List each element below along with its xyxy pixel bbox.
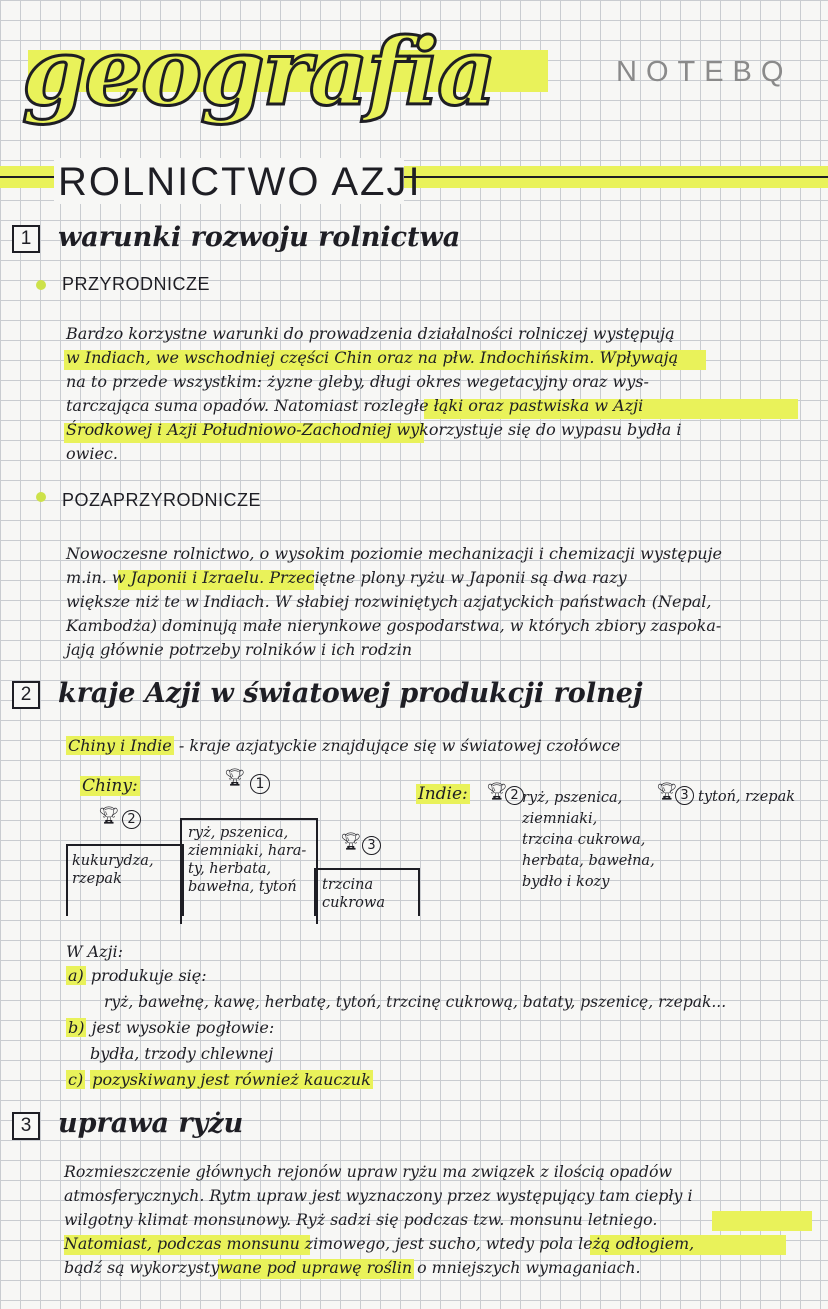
china-place2-items: kukurydza, rzepak <box>72 853 154 887</box>
nonnatural-line: jają głównie potrzeby rolników i ich rodzin <box>66 640 413 659</box>
bullet-natural <box>36 280 46 290</box>
page-title: geografia <box>22 18 495 126</box>
highlight-ciepty <box>712 1211 812 1231</box>
rice-line: Rozmieszczenie głównych rejonów upraw ryżu ma związek z ilością opadów <box>64 1162 672 1181</box>
trophy-icon: 🏆︎ <box>340 832 362 852</box>
nonnatural-line: m.in. w Japonii i Izraelu. Przeciętne plony ryżu w Japonii są dwa razy <box>66 568 627 587</box>
asia-b-items: bydła, trzody chlewnej <box>90 1044 274 1063</box>
bullet-nonnatural <box>36 492 46 502</box>
india-label: Indie: <box>418 784 468 804</box>
rice-line: Natomiast, podczas monsunu zimowego, jest sucho, wtedy pola leżą odłogiem, <box>64 1234 695 1253</box>
china-label: Chiny: <box>82 776 138 796</box>
natural-line: owiec. <box>66 444 118 463</box>
asia-c: c) pozyskiwany jest również kauczuk <box>68 1070 371 1089</box>
brand-logo: NOTEBQ <box>616 56 793 88</box>
nonnatural-line: Kambodża) dominują małe nierynkowe gospodarstwa, w których zbiory zaspoka- <box>66 616 722 635</box>
asia-a: a) produkuje się: <box>68 966 207 985</box>
india-place2-rank: 2 <box>505 786 524 805</box>
natural-heading: PRZYRODNICZE <box>62 274 211 294</box>
rice-line: atmosferycznych. Rytm upraw jest wyznaczony przez występujący tam ciepły i <box>64 1186 693 1205</box>
india-place3-rank: 3 <box>675 786 694 805</box>
section-2-number: 2 <box>12 681 40 709</box>
asia-heading: W Azji: <box>66 942 123 961</box>
natural-paragraph <box>66 322 681 466</box>
trophy-icon: 🏆︎ <box>486 782 508 802</box>
section-1-title: warunki rozwoju rolnictwa <box>58 222 461 253</box>
asia-b: b) jest wysokie pogłowie: <box>68 1018 275 1037</box>
topic-title: ROLNICTWO AZJI <box>58 160 422 204</box>
rice-line: bądź są wykorzystywane pod uprawę roślin o mniejszych wymaganiach. <box>64 1258 641 1277</box>
natural-line: Bardzo korzystne warunki do prowadzenia działalności rolniczej występują <box>66 324 675 343</box>
section-1-number: 1 <box>12 225 40 253</box>
india-place2-items: ryż, pszenica, ziemniaki, trzcina cukrowa, herbata, bawełna, bydło i kozy <box>522 790 655 890</box>
asia-a-items: ryż, bawełnę, kawę, herbatę, tytoń, trzcinę cukrową, bataty, pszenicę, rzepak... <box>104 993 727 1011</box>
china-place1-items: ryż, pszenica, ziemniaki, hara- ty, herbata, bawełna, tytoń <box>188 825 307 895</box>
nonnatural-paragraph <box>66 542 722 662</box>
nonnatural-line: większe niż te w Indiach. W słabiej rozwiniętych azjatyckich państwach (Nepal, <box>66 592 712 611</box>
intro-rest: - kraje azjatyckie znajdujące się w światowej czołówce <box>173 736 621 755</box>
section-3-title: uprawa ryżu <box>58 1108 244 1139</box>
china-place2-rank: 2 <box>122 810 141 829</box>
section-3-number: 3 <box>12 1112 40 1140</box>
section-3-paragraph <box>64 1160 694 1280</box>
china-place3-rank: 3 <box>362 836 381 855</box>
trophy-icon: 🏆︎ <box>656 782 678 802</box>
section-2-intro <box>66 734 620 758</box>
intro-highlight: Chiny i Indie <box>68 736 172 755</box>
trophy-icon: 🏆︎ <box>98 806 120 826</box>
rice-line: wilgotny klimat monsunowy. Ryż sadzi się podczas tzw. monsunu letniego. <box>64 1210 658 1229</box>
trophy-icon: 🏆︎ <box>224 768 246 788</box>
nonnatural-line: Nowoczesne rolnictwo, o wysokim poziomie mechanizacji i chemizacji występuje <box>66 544 722 563</box>
natural-line: na to przede wszystkim: żyzne gleby, długi okres wegetacyjny oraz wys- <box>66 372 649 391</box>
natural-line: w Indiach, we wschodniej części Chin oraz na płw. Indochińskim. Wpływają <box>66 348 679 367</box>
natural-line: Środkowej i Azji Południowo-Zachodniej wykorzystuje się do wypasu bydła i <box>66 420 682 439</box>
nonnatural-heading: POZAPRZYRODNICZE <box>62 490 262 510</box>
china-place1-rank: 1 <box>250 774 270 794</box>
section-2-title: kraje Azji w światowej produkcji rolnej <box>58 678 643 709</box>
india-place3-items: tytoń, rzepak <box>698 789 795 805</box>
china-place3-items: trzcina cukrowa <box>322 877 385 911</box>
natural-line: tarczająca suma opadów. Natomiast rozległe łąki oraz pastwiska w Azji <box>66 396 644 415</box>
